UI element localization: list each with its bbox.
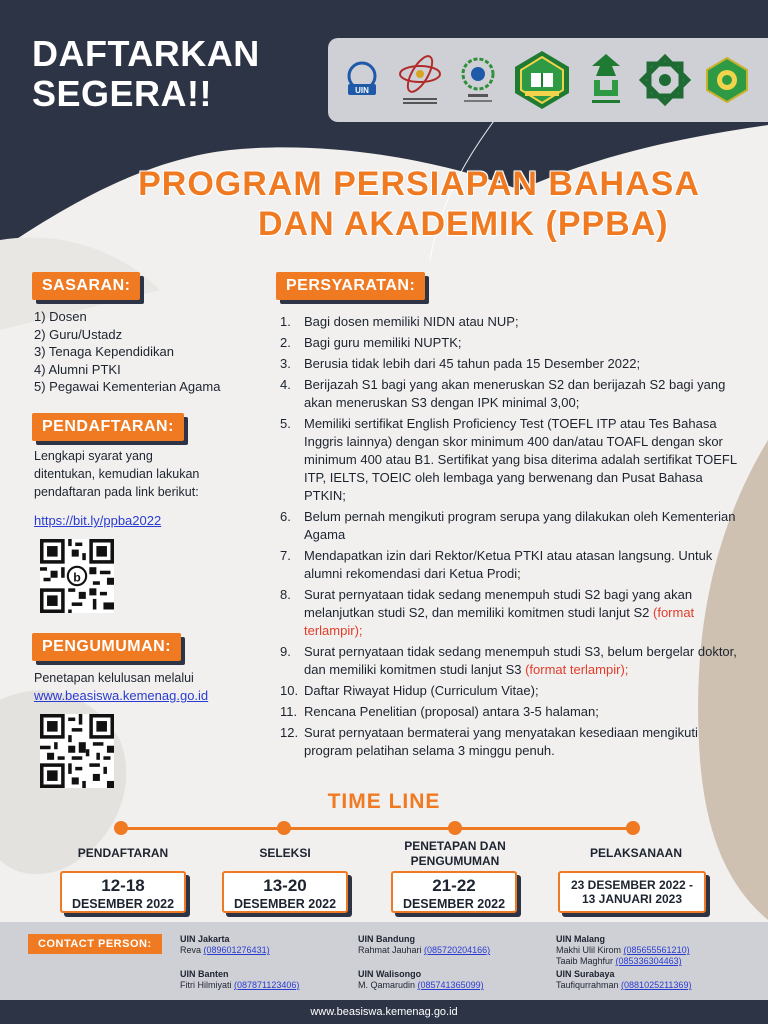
list-item [280, 703, 740, 721]
pengumuman-heading: PENGUMUMAN: [32, 633, 181, 661]
list-item [280, 415, 740, 505]
timeline-date: 21-22 [432, 876, 476, 895]
uin-logo-icon [342, 60, 382, 100]
format-note: (format terlampir); [304, 605, 695, 638]
pendaftaran-line-2: ditentukan, kemudian lakukan [34, 467, 200, 481]
list-item [280, 724, 740, 760]
list-item [280, 547, 740, 583]
pendaftaran-heading: PENDAFTARAN: [32, 413, 184, 441]
list-item [280, 313, 740, 331]
pengumuman-text: Penetapan kelulusan melalui [34, 671, 194, 685]
contact-person [556, 980, 691, 991]
timeline-month: DESEMBER 2022 [402, 897, 506, 911]
contact-name: Makhi Ulil Kirom [556, 945, 624, 955]
contact-name: Taufiqurrahman [556, 980, 622, 990]
list-item [280, 376, 740, 412]
program-title [0, 164, 768, 244]
timeline-date: 12-18 [101, 876, 145, 895]
contact-person [358, 945, 490, 956]
contact-heading: CONTACT PERSON: [28, 934, 162, 954]
contact-phone[interactable]: (085336304463) [615, 956, 682, 966]
svg-text:b: b [73, 570, 81, 585]
timeline-step-label-line-1: PENETAPAN DAN [404, 839, 506, 853]
timeline-month: DESEMBER 2022 [233, 897, 337, 911]
item-number: 1. [280, 314, 291, 329]
contact-uin: UIN Jakarta [180, 934, 230, 944]
item-text: Daftar Riwayat Hidup (Curriculum Vitae); [304, 683, 539, 698]
footer-url[interactable]: www.beasiswa.kemenag.go.id [0, 1000, 768, 1024]
program-title-line-2: DAN AKADEMIK (PPBA) [258, 205, 669, 243]
item-text [304, 643, 740, 679]
list-item [280, 586, 740, 640]
item-number: 8. [280, 587, 291, 602]
item-text: Bagi guru memiliki NUPTK; [304, 335, 462, 350]
walisongo-logo-icon [586, 52, 626, 108]
item-number: 5. [280, 416, 291, 431]
contact-uin: UIN Bandung [358, 934, 415, 944]
kemenag-logo-icon [511, 49, 573, 111]
contact-uin: UIN Malang [556, 934, 606, 944]
contact-phone[interactable]: (0881025211369) [621, 980, 692, 990]
item-text-main: Surat pernyataan tidak sedang menempuh studi S3, belum bergelar doktor, dan memiliki komitmen studi lanjut S3 [304, 644, 737, 677]
item-text: Mendapatkan izin dari Rektor/Ketua PTKI atau atasan langsung. Untuk alumni rekomendasi dari Ketua Prodi; [304, 548, 713, 581]
item-text: Rencana Penelitian (proposal) antara 3-5 halaman; [304, 704, 599, 719]
item-number: 9. [280, 644, 291, 659]
item-text: Belum pernah mengikuti program serupa yang dilakukan oleh Kementerian Agama [304, 509, 736, 542]
list-item: 4) Alumni PTKI [34, 361, 121, 377]
timeline-dot [448, 821, 462, 835]
timeline-month: 13 JANUARI 2023 [581, 892, 683, 906]
item-number: 3. [280, 356, 291, 371]
list-item [280, 355, 740, 373]
timeline-dot [626, 821, 640, 835]
item-number: 6. [280, 509, 291, 524]
list-item [280, 643, 740, 679]
headline [32, 34, 260, 114]
contact-name: Fitri Hilmiyati [180, 980, 234, 990]
contact-phone[interactable]: (085655561210) [623, 945, 690, 955]
contact-phone[interactable]: (089601276431) [203, 945, 270, 955]
format-note: (format terlampir); [525, 662, 629, 677]
timeline-step-label [385, 839, 525, 869]
timeline-date-box [558, 871, 706, 913]
timeline-step-label-line-2: PENGUMUMAN [410, 854, 500, 868]
item-number: 10. [280, 683, 299, 698]
timeline-date: 23 DESEMBER 2022 - [570, 878, 694, 892]
persyaratan-heading: PERSYARATAN: [276, 272, 425, 300]
list-item [280, 682, 740, 700]
item-text: Memiliki sertifikat English Proficiency Test (TOEFL ITP atau Tes Bahasa Inggris lainnya) dengan skor minimum 400 dan/atau TOAFL dengan skor minimum 400 atau B1. Sertifikat yang bisa diterima adalah sertifikat TOEFL ITP, IELTS, TOEIC oleh lembaga yang berwenang dan Pusat Bahasa PTKIN; [304, 416, 737, 503]
registration-link[interactable]: https://bit.ly/ppba2022 [34, 513, 162, 528]
university-atom-logo-icon [395, 52, 445, 108]
islamic-geometric-logo-icon [639, 54, 691, 106]
timeline-date: 13-20 [263, 876, 307, 895]
pendaftaran-text [34, 447, 244, 501]
item-number: 7. [280, 548, 291, 563]
uin-star-logo-icon [458, 54, 498, 106]
contact-person [556, 956, 690, 967]
contact-entry [556, 969, 691, 991]
list-item [280, 334, 740, 352]
contact-uin: UIN Surabaya [556, 969, 615, 979]
list-item: 5) Pegawai Kementerian Agama [34, 379, 221, 394]
contact-name: Rahmat Jauhari [358, 945, 425, 955]
contact-person [180, 945, 270, 956]
item-text-main: Surat pernyataan tidak sedang menempuh studi S2 bagi yang akan melanjutkan studi S2, dan memiliki komitmen studi lanjut S2 [304, 587, 693, 620]
list-item [280, 508, 740, 544]
contact-entry [358, 934, 490, 956]
contact-entry [180, 969, 299, 991]
contact-person [180, 980, 299, 991]
timeline-line [118, 827, 638, 830]
list-item: 2) Guru/Ustadz [34, 326, 123, 342]
contact-entry [556, 934, 690, 967]
pengumuman-link[interactable]: www.beasiswa.kemenag.go.id [34, 688, 209, 703]
headline-line-2: SEGERA!! [32, 73, 213, 114]
item-number: 11. [280, 704, 298, 719]
contact-phone[interactable]: (087871123406) [234, 980, 300, 990]
timeline-dot [277, 821, 291, 835]
item-text: Berijazah S1 bagi yang akan meneruskan S2 dan berijazah S2 bagi yang akan meneruskan S3 dengan IPK minimal 3,00; [304, 377, 726, 410]
timeline-step-label: PENDAFTARAN [77, 846, 169, 860]
pendaftaran-line-3: pendaftaran pada link berikut: [34, 485, 199, 499]
contact-entry [358, 969, 484, 991]
timeline-title: TIME LINE [327, 790, 441, 813]
timeline-month: DESEMBER 2022 [71, 897, 175, 911]
list-item: 1) Dosen [34, 309, 87, 324]
contact-uin: UIN Banten [180, 969, 229, 979]
contact-name: Taaib Maghfur [556, 956, 616, 966]
item-text: Bagi dosen memiliki NIDN atau NUP; [304, 314, 519, 329]
contact-person [556, 945, 690, 956]
sasaran-heading: SASARAN: [32, 272, 140, 300]
logo-bar [328, 38, 768, 122]
item-number: 12. [280, 725, 299, 740]
requirements-list [280, 313, 740, 763]
headline-line-1: DAFTARKAN [32, 33, 260, 74]
contact-name: M. Qamarudin [358, 980, 418, 990]
university-green-logo-icon [703, 56, 751, 104]
item-text [304, 586, 740, 640]
pendaftaran-line-1: Lengkapi syarat yang [34, 449, 153, 463]
item-number: 2. [280, 335, 291, 350]
item-number: 4. [280, 377, 291, 392]
timeline-step-label: PELAKSANAAN [589, 846, 682, 860]
svg-text:UIN: UIN [355, 86, 370, 95]
item-text: Berusia tidak lebih dari 45 tahun pada 15 Desember 2022; [304, 356, 641, 371]
announcement-qr-code [38, 714, 116, 788]
registration-qr-code [38, 539, 116, 613]
timeline-step-label: SELEKSI [259, 846, 311, 860]
sasaran-list [34, 308, 220, 396]
program-title-line-1: PROGRAM PERSIAPAN BAHASA [138, 165, 700, 203]
contact-phone[interactable]: (085741365099) [417, 980, 484, 990]
contact-phone[interactable]: (085720204166) [424, 945, 491, 955]
timeline-date-box [222, 871, 348, 913]
item-text: Surat pernyataan bermaterai yang menyatakan kesediaan mengikuti program pelatihan selama 3 minggu penuh. [304, 725, 698, 758]
timeline-date-box [391, 871, 517, 913]
contact-uin: UIN Walisongo [358, 969, 422, 979]
contact-name: Reva [180, 945, 204, 955]
contact-person [358, 980, 484, 991]
list-item: 3) Tenaga Kependidikan [34, 344, 174, 359]
timeline-date-box [60, 871, 186, 913]
timeline-dot [114, 821, 128, 835]
contact-entry [180, 934, 270, 956]
